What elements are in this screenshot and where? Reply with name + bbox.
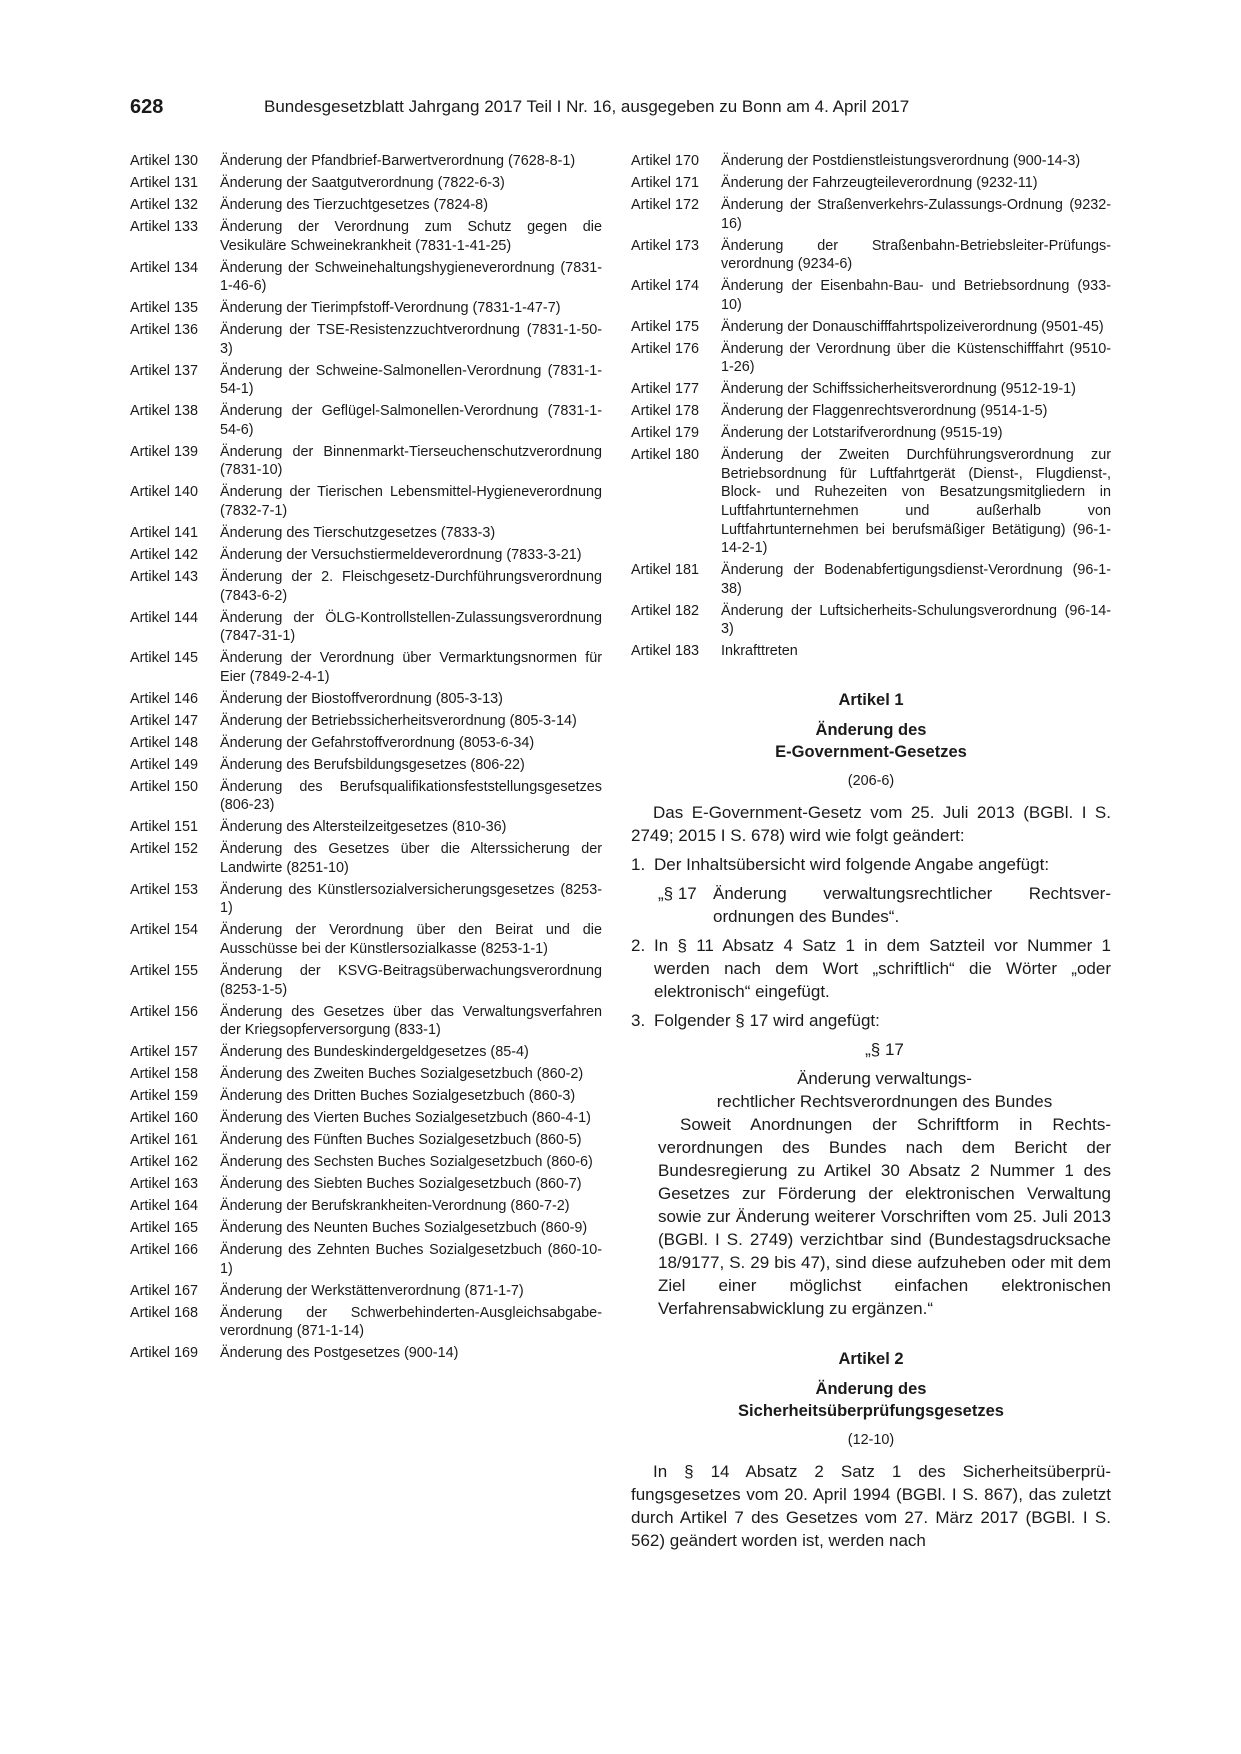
toc-entry-text: Änderung der Tierischen Lebensmittel-Hygieneverordnung (7832-7-1) [220,484,602,519]
toc-entry [130,712,602,731]
toc-entry-text: Änderung der Lotstarifverordnung (9515-19) [721,425,1003,442]
toc-entry [130,756,602,775]
toc-entry [130,1043,602,1062]
toc-entry-text: Änderung der Schiffssicherheitsverordnung (9512-19-1) [721,381,1076,398]
toc-entry-label: Artikel 160 [130,1110,198,1127]
toc-entry-label: Artikel 141 [130,524,198,541]
toc-entry [130,362,602,399]
amendment-item [631,934,1111,1003]
page-number: 628 [130,96,164,118]
toc-entry [130,174,602,193]
right-column [631,152,1111,1552]
toc-entry-text: Änderung der Werkstättenverordnung (871-1-7) [220,1282,524,1299]
toc-entry [631,380,1111,399]
toc-entry-label: Artikel 171 [631,174,699,191]
toc-entry-text: Änderung des Berufsqualifikationsfeststellungsgesetzes (806-23) [220,778,602,814]
toc-entry-text: Änderung der KSVG-Beitragsüberwachungsverordnung (8253-1-5) [220,962,602,998]
toc-entry-label: Artikel 155 [130,962,198,979]
toc-entry-text: Änderung des Künstlersozialversicherungsgesetzes (8253-1) [220,881,602,917]
toc-entry [631,152,1111,171]
toc-entry [130,568,602,605]
toc-entry-text: Änderung der Schweine-Salmonellen-Verordnung (7831-1-54-1) [220,362,602,398]
article-2-text: In § 14 Absatz 2 Satz 1 des Sicherheitsüberprüfungsgesetzes vom 20. April 1994 (BGBl. I S. 867), das zuletzt durch Artikel 7 des Gesetzes vom 27. März 2017 (BGBl. I S. 562) geändert worden ist, werden nach [631,1461,1111,1550]
toc-entry-text: Änderung der Berufskrankheiten-Verordnung (860-7-2) [220,1197,570,1214]
quoted-section-text: Änderung verwaltungsrechtlicher Rechtsverordnungen des Bundes“. [713,883,1111,926]
toc-entry [130,649,602,686]
toc-entry-label: Artikel 159 [130,1088,198,1105]
toc-entry-label: Artikel 173 [631,237,699,254]
toc-entry-label: Artikel 176 [631,340,699,357]
toc-entry-label: Artikel 137 [130,362,198,379]
item-text: In § 11 Absatz 4 Satz 1 in dem Satzteil vor Nummer 1 werden nach dem Wort „schriftlich“ die Wörter „oder elektronisch“ eingefügt. [654,935,1111,1001]
toc-entry-text: Änderung der Flaggenrechtsverordnung (9514-1-5) [721,403,1048,420]
toc-entry-label: Artikel 130 [130,153,198,169]
toc-entry-label: Artikel 163 [130,1175,198,1192]
toc-entry-text: Änderung des Altersteilzeitgesetzes (810-36) [220,819,507,836]
item-number: 2. [631,935,646,955]
table-of-contents-right [631,152,1111,661]
toc-entry [631,174,1111,193]
toc-entry-text: Änderung des Bundeskindergeldgesetzes (85-4) [220,1044,529,1061]
article-title [631,719,1111,763]
table-of-contents-left [130,152,602,1363]
toc-entry [631,318,1111,337]
toc-entry-label: Artikel 142 [130,546,198,563]
toc-entry [130,1153,602,1172]
toc-entry-text: Änderung des Zehnten Buches Sozialgesetzbuch (860-10-1) [220,1241,602,1277]
toc-entry-text: Änderung des Tierzuchtgesetzes (7824-8) [220,196,488,213]
toc-entry [130,921,602,958]
toc-entry-text: Änderung der Postdienstleistungsverordnung (900-14-3) [721,153,1081,169]
inserted-section-title [658,1067,1111,1113]
toc-entry [631,446,1111,558]
toc-entry-label: Artikel 165 [130,1219,198,1236]
toc-entry-label: Artikel 169 [130,1345,198,1362]
toc-entry [130,609,602,646]
toc-entry-text: Änderung des Zweiten Buches Sozialgesetzbuch (860-2) [220,1066,584,1083]
article-2-heading [631,1348,1111,1450]
toc-entry-label: Artikel 158 [130,1066,198,1083]
toc-entry [130,546,602,565]
toc-entry-text: Änderung der Verordnung über Vermarktungsnormen für Eier (7849-2-4-1) [220,650,602,685]
running-head: Bundesgesetzblatt Jahrgang 2017 Teil I Nr. 16, ausgegeben zu Bonn am 4. April 2017 [264,97,910,116]
toc-entry-text: Änderung der Pfandbrief-Barwertverordnung (7628-8-1) [220,153,576,169]
toc-entry-label: Artikel 174 [631,278,699,295]
toc-entry [130,218,602,255]
toc-entry [631,561,1111,598]
toc-entry-text: Änderung der Bodenabfertigungsdienst-Verordnung (96-1-38) [721,562,1111,597]
toc-entry [130,881,602,918]
toc-entry-text: Änderung der Verordnung zum Schutz gegen die Vesikuläre Schweinekrankheit (7831-1-41-25) [220,218,602,254]
toc-entry-label: Artikel 178 [631,403,699,420]
toc-entry [130,1065,602,1084]
item-text: Folgender § 17 wird angefügt: [654,1010,880,1030]
toc-entry [130,524,602,543]
toc-entry-text: Änderung der Versuchstiermeldeverordnung (7833-3-21) [220,546,582,563]
item-text: Der Inhaltsübersicht wird folgende Angabe angefügt: [654,854,1050,874]
toc-entry [130,152,602,171]
toc-entry-text: Änderung der ÖLG-Kontrollstellen-Zulassungsverordnung (7847-31-1) [220,609,602,645]
toc-entry [130,321,602,358]
toc-entry-text: Änderung der Zweiten Durchführungsverordnung zur Betriebsordnung für Luftfahrtgerät (Dienst-, Flugdienst-, Block- und Ruhezeiten von Besatzungsmitgliedern in Luftfahrtunternehmen und außerhalb von Luftfahrtunternehmen bei berufsmäßiger Betätigung) (96-1-14-2-1) [721,447,1111,557]
quoted-section-label: „§ 17 [658,883,697,903]
quoted-toc-entry [631,882,1111,928]
article-title-line: E-Government-Gesetzes [775,742,967,761]
toc-entry-text: Änderung der Schweinehaltungshygieneverordnung (7831-1-46-6) [220,259,602,295]
toc-entry [130,962,602,999]
toc-entry-text: Änderung der Betriebssicherheitsverordnung (805-3-14) [220,712,577,729]
toc-entry-text: Änderung des Berufsbildungsgesetzes (806-22) [220,756,525,773]
toc-entry [130,818,602,837]
toc-entry-label: Artikel 152 [130,841,198,858]
toc-entry [130,443,602,480]
toc-entry-label: Artikel 170 [631,153,699,169]
toc-entry-text: Inkrafttreten [721,643,798,660]
toc-entry-label: Artikel 156 [130,1003,198,1020]
toc-entry-label: Artikel 157 [130,1044,198,1061]
article-fna: (12-10) [847,1431,895,1448]
article-title-line: Sicherheitsüberprüfungsgesetzes [738,1401,1004,1420]
toc-entry [130,840,602,877]
toc-entry-text: Änderung der Donauschifffahrtspolizeiverordnung (9501-45) [721,318,1104,335]
toc-entry-text: Änderung der 2. Fleischgesetz-Durchführungsverordnung (7843-6-2) [220,568,602,604]
toc-entry-label: Artikel 132 [130,196,198,213]
toc-entry-label: Artikel 135 [130,300,198,317]
toc-entry-label: Artikel 172 [631,196,699,213]
toc-entry-label: Artikel 167 [130,1282,198,1299]
inserted-section-number: „§ 17 [865,1039,904,1059]
toc-entry-text: Änderung der Gefahrstoffverordnung (8053-6-34) [220,734,535,751]
toc-entry-text: Änderung des Vierten Buches Sozialgesetzbuch (860-4-1) [220,1110,591,1127]
toc-entry-text: Änderung des Dritten Buches Sozialgesetzbuch (860-3) [220,1088,576,1105]
toc-entry [130,778,602,815]
inserted-section [631,1038,1111,1320]
toc-entry [631,277,1111,314]
toc-entry [130,402,602,439]
toc-entry-text: Änderung des Sechsten Buches Sozialgesetzbuch (860-6) [220,1154,593,1170]
toc-entry [130,1304,602,1341]
toc-entry-label: Artikel 138 [130,403,198,420]
item-number: 1. [631,854,646,874]
toc-entry-label: Artikel 131 [130,174,198,191]
toc-entry-label: Artikel 154 [130,922,198,939]
toc-entry-text: Änderung der Biostoffverordnung (805-3-13) [220,690,503,707]
article-number: Artikel 1 [838,690,904,709]
inserted-section-text: Soweit Anordnungen der Schriftform in Rechtsverordnungen des Bundes nach dem Bericht der Bundesregierung zu Artikel 30 Absatz 2 Nummer 1 des Gesetzes zur Förderung der elektronischen Verwaltung sowie zur Änderung weiterer Vorschriften vom 25. Juli 2013 (BGBl. I S. 2749) verzichtbar sind (Bundestagsdrucksache 18/9177, S. 29 bis 47), sind diese aufzuheben oder mit dem Ziel einer möglichst einfachen elektronischen Verfahrensabwicklung zu ergänzen.“ [658,1114,1111,1318]
toc-entry-label: Artikel 150 [130,778,198,795]
toc-entry [130,1175,602,1194]
toc-entry-label: Artikel 145 [130,650,198,667]
toc-entry-text: Änderung der Tierimpfstoff-Verordnung (7831-1-47-7) [220,300,561,317]
toc-entry-label: Artikel 162 [130,1154,198,1170]
toc-entry-text: Änderung des Gesetzes über die Alterssicherung der Landwirte (8251-10) [220,841,602,876]
toc-entry-label: Artikel 175 [631,318,699,335]
inserted-title-line: rechtlicher Rechtsverordnungen des Bundes [716,1091,1053,1111]
inserted-title-line: Änderung verwaltungs- [797,1068,972,1088]
toc-entry [130,259,602,296]
amendment-item [631,1009,1111,1032]
toc-entry [631,340,1111,377]
toc-entry [631,196,1111,233]
toc-entry [130,734,602,753]
article-title [631,1378,1111,1422]
toc-entry-label: Artikel 161 [130,1132,198,1149]
toc-entry [631,237,1111,274]
toc-entry-text: Änderung des Siebten Buches Sozialgesetzbuch (860-7) [220,1175,582,1192]
article-number: Artikel 2 [838,1349,904,1368]
article-title-line: Änderung des [815,1379,927,1398]
toc-entry-text: Änderung der Geflügel-Salmonellen-Verordnung (7831-1-54-6) [220,403,602,438]
toc-entry-text: Änderung der TSE-Resistenzzuchtverordnung (7831-1-50-3) [220,322,602,357]
toc-entry-label: Artikel 166 [130,1241,198,1258]
toc-entry-text: Änderung der Luftsicherheits-Schulungsverordnung (96-14-3) [721,602,1111,638]
toc-entry-label: Artikel 153 [130,881,198,898]
toc-entry-label: Artikel 180 [631,447,699,464]
toc-entry [130,1197,602,1216]
page-header [130,96,1111,122]
toc-entry [631,642,1111,661]
toc-entry-label: Artikel 149 [130,756,198,773]
item-number: 3. [631,1010,646,1030]
toc-entry-label: Artikel 168 [130,1304,198,1321]
toc-entry [130,1344,602,1363]
toc-entry [130,1003,602,1040]
toc-entry-text: Änderung des Fünften Buches Sozialgesetzbuch (860-5) [220,1132,582,1149]
toc-entry-text: Änderung der Binnenmarkt-Tierseuchenschutzverordnung (7831-10) [220,443,602,479]
toc-entry-label: Artikel 133 [130,218,198,235]
toc-entry [130,1087,602,1106]
toc-entry-label: Artikel 164 [130,1197,198,1214]
toc-entry-label: Artikel 151 [130,819,198,836]
toc-entry [130,1131,602,1150]
toc-entry [631,602,1111,639]
toc-entry [130,690,602,709]
toc-entry-label: Artikel 139 [130,443,198,460]
toc-entry-text: Änderung der Straßenbahn-Betriebsleiter-Prüfungsverordnung (9234-6) [721,237,1111,273]
toc-entry-text: Änderung der Saatgutverordnung (7822-6-3) [220,174,505,191]
toc-entry [130,1241,602,1278]
toc-entry-label: Artikel 147 [130,712,198,729]
amendment-item [631,853,1111,876]
article-title-line: Änderung des [815,720,927,739]
toc-entry-text: Änderung der Fahrzeugteileverordnung (9232-11) [721,174,1038,191]
toc-entry-text: Änderung der Verordnung über den Beirat und die Ausschüsse bei der Künstlersozialkasse (8253-1-1) [220,922,602,957]
toc-entry [130,1109,602,1128]
toc-entry-label: Artikel 144 [130,609,198,626]
toc-entry-text: Änderung der Verordnung über die Küstenschifffahrt (9510-1-26) [721,340,1111,376]
article-1-heading [631,689,1111,791]
toc-entry-text: Änderung des Gesetzes über das Verwaltungsverfahren der Kriegsopferversorgung (833-1) [220,1003,602,1039]
toc-entry [130,1219,602,1238]
toc-entry-label: Artikel 134 [130,259,198,276]
toc-entry-text: Änderung des Postgesetzes (900-14) [220,1345,459,1362]
toc-entry-label: Artikel 136 [130,322,198,339]
toc-entry-label: Artikel 179 [631,425,699,442]
toc-entry-label: Artikel 143 [130,568,198,585]
toc-entry-text: Änderung des Tierschutzgesetzes (7833-3) [220,524,496,541]
toc-entry-label: Artikel 181 [631,562,699,579]
toc-entry-label: Artikel 182 [631,602,699,619]
toc-entry [631,424,1111,443]
article-1-intro: Das E-Government-Gesetz vom 25. Juli 2013 (BGBl. I S. 2749; 2015 I S. 678) wird wie folgt geändert: [631,802,1111,845]
toc-entry-label: Artikel 140 [130,484,198,501]
toc-entry-label: Artikel 146 [130,690,198,707]
toc-entry [130,1282,602,1301]
toc-entry [130,196,602,215]
toc-entry-label: Artikel 183 [631,643,699,660]
article-fna: (206-6) [847,772,895,789]
toc-entry-text: Änderung der Schwerbehinderten-Ausgleichsabgabeverordnung (871-1-14) [220,1304,602,1340]
toc-entry-label: Artikel 177 [631,381,699,398]
toc-entry [130,483,602,520]
toc-entry-label: Artikel 148 [130,734,198,751]
toc-entry-text: Änderung des Neunten Buches Sozialgesetzbuch (860-9) [220,1219,588,1236]
left-column [130,152,602,1366]
toc-entry-text: Änderung der Eisenbahn-Bau- und Betriebsordnung (933-10) [721,278,1111,313]
toc-entry-text: Änderung der Straßenverkehrs-Zulassungs-Ordnung (9232-16) [721,196,1111,232]
toc-entry [130,299,602,318]
toc-entry [631,402,1111,421]
